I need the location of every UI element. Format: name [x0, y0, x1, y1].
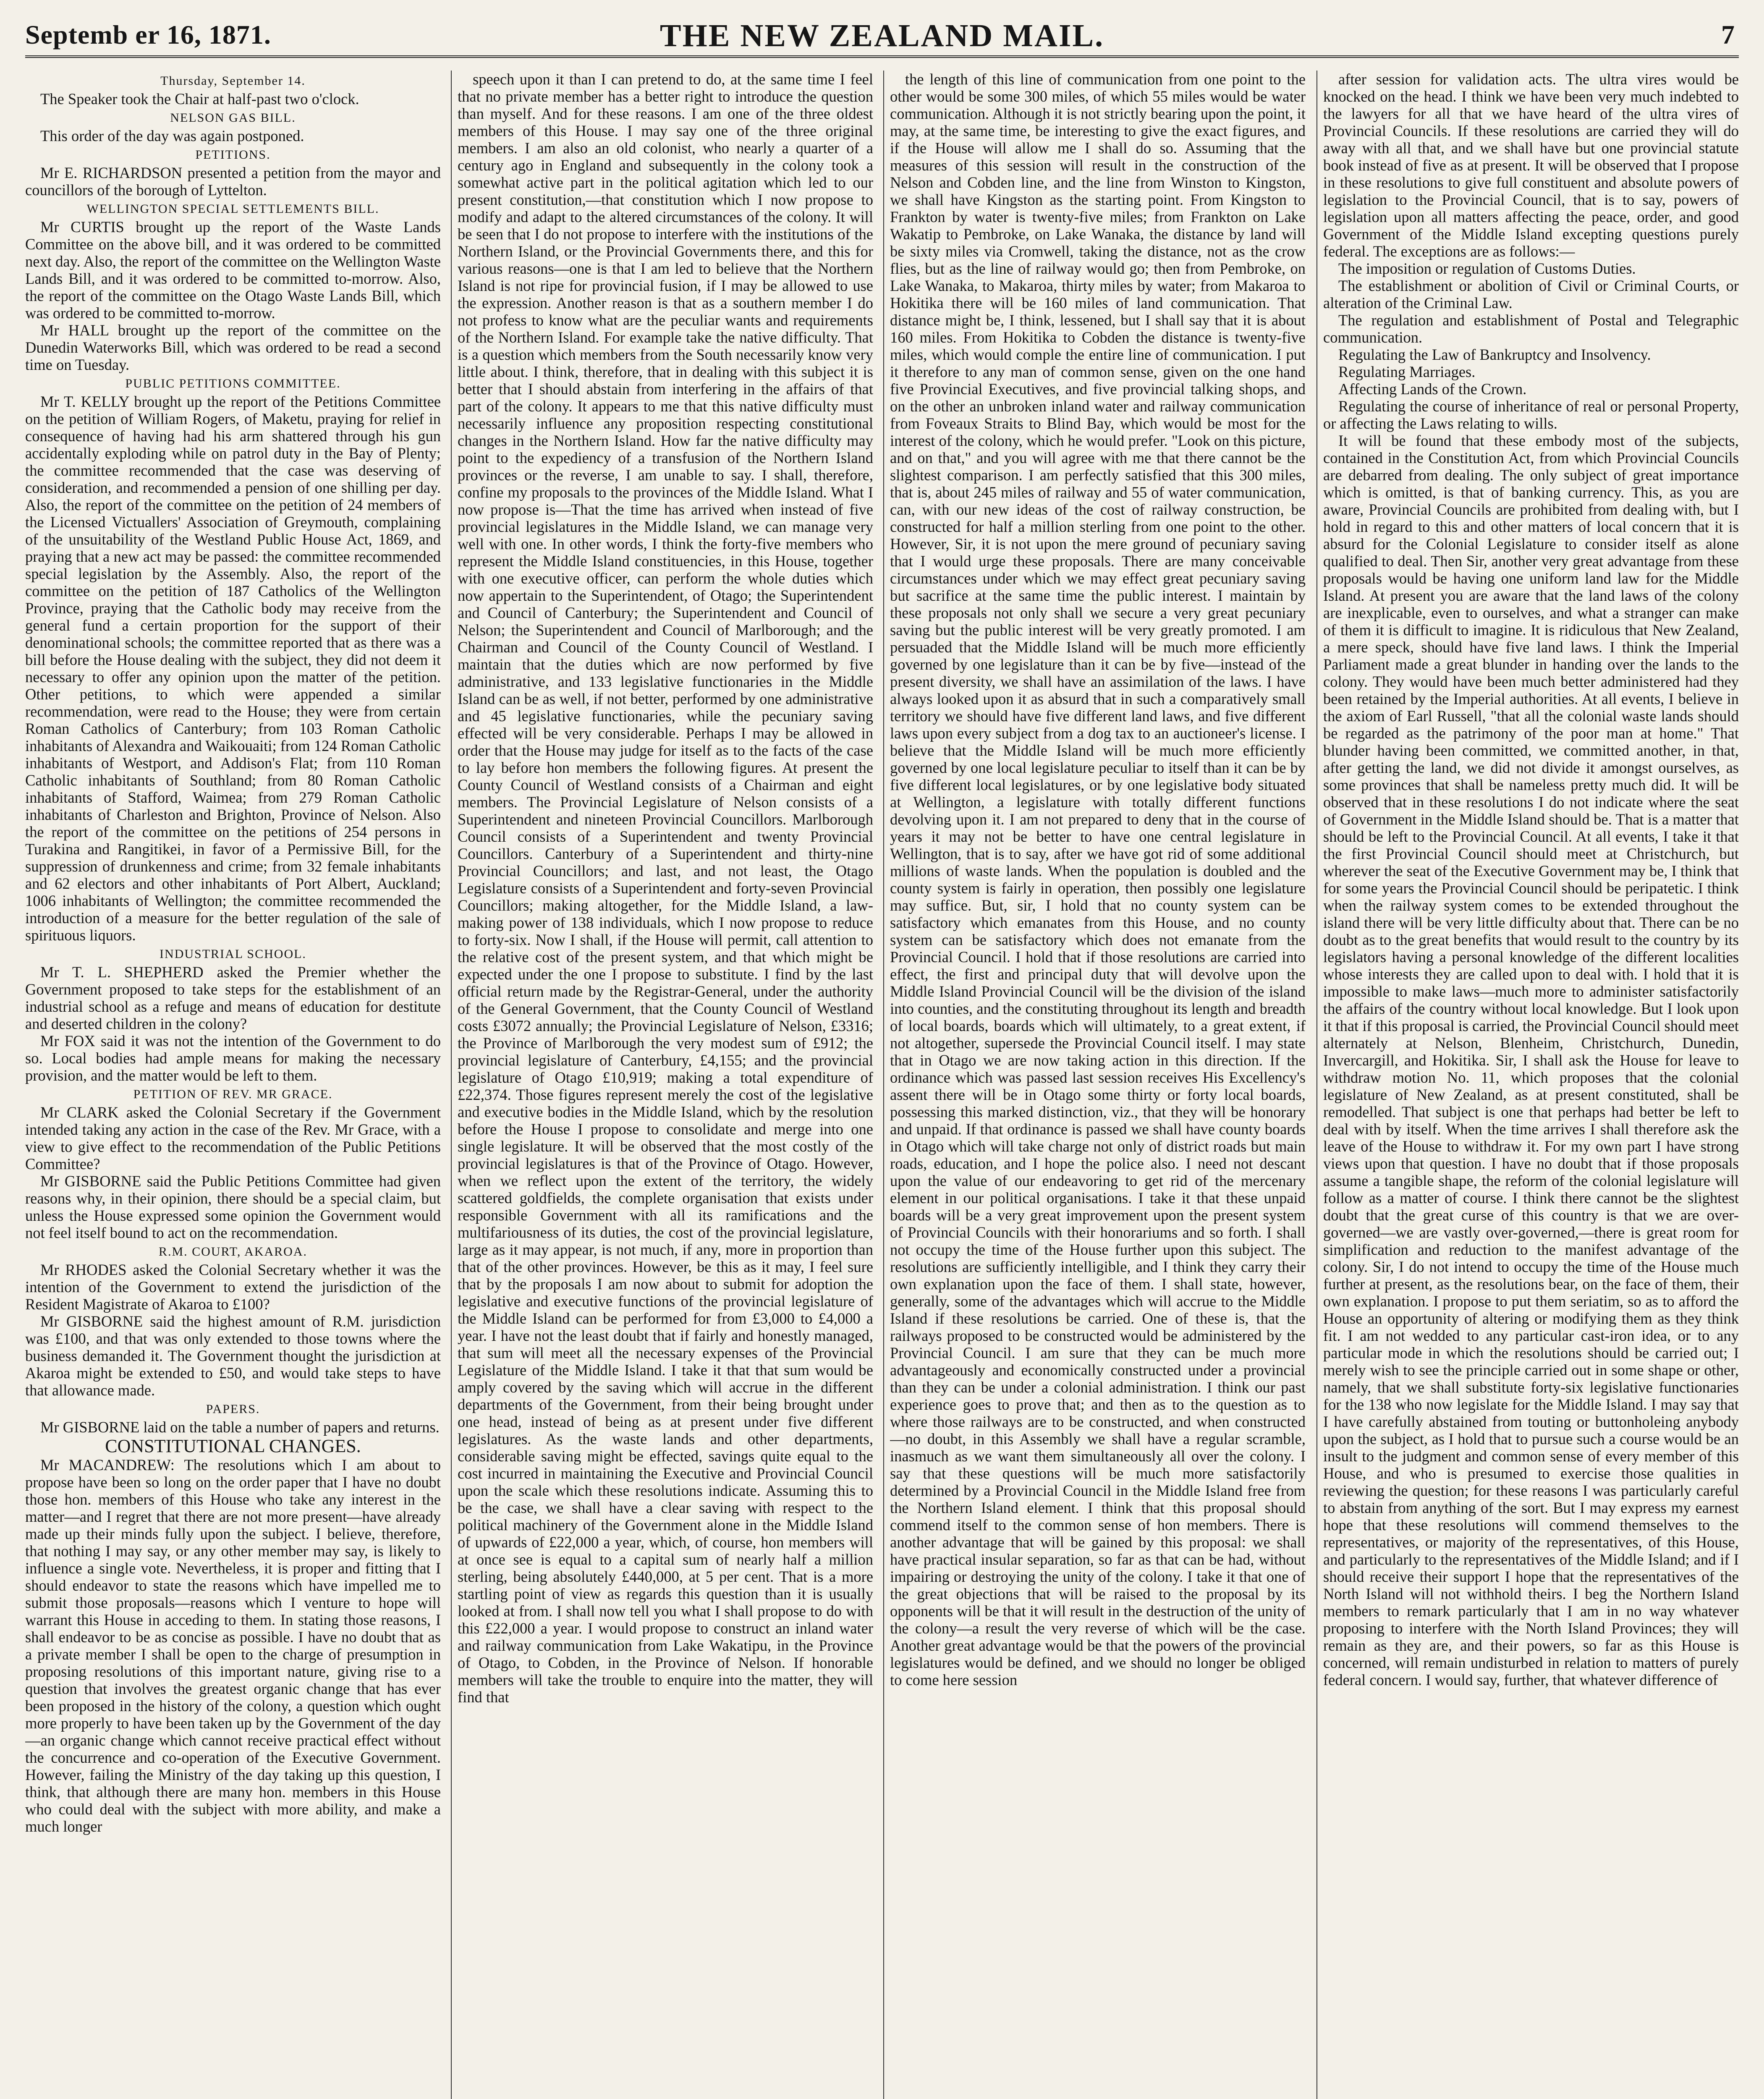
paragraph: the length of this line of communication from one point to the other would be some 300 miles, of which 55 miles would be water communication. Although it is not strictly bearing upon the point, it may, at the same time, be interesting to give the exact figures, and if the House will allow me I shall do so. Assuming that the measures of this session will result in the construction of the Nelson and Cobden line, and the line from Winston to Kingston, we shall have Kingston as the starting point. From Kingston to Frankton by water is twenty-five miles; from Frankton on Lake Wakatip to Pembroke, on Lake Wanaka, the distance by land will be sixty miles via Cromwell, taking the distance, not as the crow flies, but as the line of railway would go; then from Pembroke, on Lake Wanaka, to Makaroa, thirty miles by water; from Makaroa to Hokitika there will be 160 miles of land communication. That distance might be, I think, lessened, but I shall say that it is about 160 miles. From Hokitika to Cobden the distance is twenty-five miles, which would comple the entire line of communication. I put it therefore to any man of common sense, given on the one hand five Provincial Executives, and five provincial talking shops, and on the other an unbroken inland water and railway communication from Foveaux Straits to Blind Bay, which would be most for the interest of the colony, which he would prefer. "Look on this picture, and on that," and you will agree with me that there cannot be the slightest comparison. I am perfectly satisfied that this 300 miles, that is, about 245 miles of railway and 55 of water communication, can, with our new ideas of the cost of railway construction, be constructed for half a million sterling from one point to the other. However, Sir, it is not upon the mere ground of pecuniary saving that I would urge these proposals. There are many conceivable circumstances under which we may effect great pecuniary saving but sacrifice at the same time the public interest. I maintain by these proposals not only shall we secure a very great pecuniary saving but the public interest will be very greatly promoted. I am persuaded that the Middle Island will be much more efficiently governed by one legislature than it can be by five—instead of the present diversity, we shall have an assimilation of the laws. I have always looked upon it as absurd that in such a comparatively small territory we should have five different land laws, and five different laws upon every subject from a dog tax to an auctioneer's license. I believe that the Middle Island will be much more efficiently governed by one local legislature peculiar to itself than it can be by five different local legislatures, or by one legislative body situated at Wellington, a legislature with totally different functions devolving upon it. I am not prepared to deny that in the course of years it may not be better to have one central legislature in Wellington, that is to say, after we have got rid of some additional millions of waste lands. When the population is doubled and the county system is fairly in operation, then possibly one legislature may suffice. But, sir, I hold that no county system can be satisfactory which emanates from this House, and no county system can be satisfactory which does not emanate from the Provincial Council. I hold that if those resolutions are carried into effect, the first and principal duty that will devolve upon the Middle Island Provincial Council will be the division of the island into counties, and the constituting throughout its length and breadth of local boards, boards which will ultimately, to a great extent, if not altogether, supersede the Provincial Council itself. I may state that in Otago we are now taking action in this direction. If the ordinance which was passed last session receives His Excellency's assent there will be in Otago some thirty or forty local boards, possessing this marked distinction, viz., that they will be honorary and unpaid. If that ordinance is passed we shall have county boards in Otago which will take charge not only of district roads but main roads, education, and I hope the police also. I need not descant upon the value of our endeavoring to get rid of the mercenary element in our political organisations. I take it that these unpaid boards will be a very great improvement upon the present system of Provincial Councils with their honorariums and so forth. I shall not occupy the time of the House further upon this subject. The resolutions are sufficiently intelligible, and I think they carry their own explanation upon the face of them. I shall state, however, generally, some of the advantages which will accrue to the Middle Island if these resolutions be carried. One of these is, that the railways proposed to be constructed would be administered by the Provincial Council. I am sure that they can be much more advantageously and economically constructed under a provincial than they can be under a colonial administration. I think our past experience goes to prove that; and then as to the question as to where those railways are to be constructed, and when constructed—no doubt, in this Assembly we shall have a regular scramble, inasmuch as we want them simultaneously all over the colony. I say that these questions will be much more satisfactorily determined by a Provincial Council in the Middle Island free from the Northern Island element. I think that this proposal should commend itself to the common sense of hon members. There is another advantage that will be gained by this proposal: we shall have practical insular separation, so far as that can be had, without impairing or destroying the unity of the colony. I take it that one of the great objections that will be raised to the proposal by its opponents will be that it will result in the destruction of the unity of the colony—a result the very reverse of which will be the case. Another great advantage would be that the powers of the provincial legislatures would be defined, and we should no longer be obliged to come here session — [890, 71, 1306, 1688]
paragraph: after session for validation acts. The ultra vires would be knocked on the head. I think we have been very much indebted to the lawyers for all that we have heard of the ultra vires of Provincial Councils. If these resolutions are carried they will do away with all that, and we shall have but one provincial statute book instead of five as at present. It will be observed that I propose in these resolutions to give full constituent and absolute powers of legislation to the Provincial Council, that is to say, powers of legislation upon all matters affecting the peace, order, and good Government of the Middle Island excepting questions purely federal. The exceptions are as follows:— — [1323, 71, 1739, 260]
paragraph: The establishment or abolition of Civil or Criminal Courts, or alteration of the Criminal Law. — [1323, 277, 1739, 311]
paragraph: Regulating the course of inheritance of real or personal Property, or affecting the Laws relating to wills. — [1323, 398, 1739, 432]
section-heading: R.M. COURT, AKAROA. — [158, 1245, 307, 1259]
paragraph: The Speaker took the Chair at half-past two o'clock. — [40, 90, 359, 107]
paragraph: Mr GISBORNE said the Public Petitions Committee had given reasons why, in their opinion, there should be a special claim, but unless the House expressed some opinion the Government would not feel itself bound to act on the recommendation. — [25, 1173, 441, 1241]
paragraph: Mr RHODES asked the Colonial Secretary whether it was the intention of the Government to extend the jurisdiction of the Resident Magistrate of Akaroa to £100? — [25, 1261, 441, 1313]
column-3 — [890, 71, 1306, 2099]
paragraph: Affecting Lands of the Crown. — [1338, 380, 1527, 398]
paragraph: Regulating the Law of Bankruptcy and Insolvency. — [1338, 346, 1651, 363]
paragraph: The imposition or regulation of Customs Duties. — [1338, 260, 1636, 277]
paragraph: Mr FOX said it was not the intention of the Government to do so. Local bodies had ample means for making the necessary provision, and the matter would be left to them. — [25, 1032, 441, 1084]
section-heading: WELLINGTON SPECIAL SETTLEMENTS BILL. — [86, 202, 379, 216]
section-heading: INDUSTRIAL SCHOOL. — [160, 947, 306, 961]
column-divider — [451, 71, 452, 2099]
column-4 — [1323, 71, 1739, 2099]
paragraph: Mr GISBORNE laid on the table a number of papers and returns. — [40, 1419, 440, 1436]
paragraph: Regulating Marriages. — [1338, 363, 1476, 380]
paragraph: Mr E. RICHARDSON presented a petition from the mayor and councillors of the borough of Lyttelton. — [25, 164, 441, 199]
section-heading: PAPERS. — [206, 1402, 260, 1416]
paragraph: The regulation and establishment of Postal and Telegraphic communication. — [1323, 311, 1739, 346]
masthead — [25, 17, 1739, 58]
paragraph: Mr T. L. SHEPHERD asked the Premier whether the Government proposed to take steps for the establishment of an industrial school as a refuge and means of education for destitute and deserted children in the colony? — [25, 963, 441, 1032]
paragraph: Mr GISBORNE said the highest amount of R.M. jurisdiction was £100, and that was only extended to those towns where the business demanded it. The Government thought the jurisdiction at Akaroa might be extended to £50, and would take steps to have that allowance made. — [25, 1313, 441, 1399]
section-heading: Thursday, September 14. — [160, 74, 306, 88]
newspaper-page — [25, 17, 1739, 2099]
section-heading: NELSON GAS BILL. — [170, 111, 296, 125]
page-number: 7 — [1721, 20, 1735, 50]
article-columns — [25, 71, 1739, 2099]
section-heading: PETITIONS. — [195, 148, 271, 162]
paragraph: Mr MACANDREW: The resolutions which I am about to propose have been so long on the order paper that I have no doubt those hon. members of this House who take any interest in the matter—and I regret that there are not more present—have already made up their minds fully upon the subject. I believe, therefore, that nothing I may say, or any other member may say, is likely to influence a single vote. Nevertheless, it is proper and fitting that I should endeavor to state the reasons which have impelled me to submit those proposals—reasons which I venture to hope will warrant this House in acceding to them. In stating those reasons, I shall endeavor to be as concise as possible. I have no doubt that as a private member I shall be open to the charge of presumption in proposing resolutions of this important nature, giving rise to a question that involves the greatest organic change that has ever been proposed in the history of the colony, a question which ought more properly to have been taken up by the Government of the day—an organic change which cannot receive practical effect without the concurrence and co-operation of the Executive Government. However, failing the Ministry of the day taking up this question, I think, that although there are many hon. members in this House who could deal with the subject with more ability, and make a much longer — [25, 1456, 441, 1835]
paragraph: speech upon it than I can pretend to do, at the same time I feel that no private member has a better right to introduce the question than myself. And for these reasons. I am one of the three oldest members of this House. I may say one of the three original members. I am also an old colonist, who nearly a quarter of a century ago in England and subsequently in the colony took a somewhat active part in the political agitation which led to our present constitution,—that constitution which I now propose to modify and adapt to the altered circumstances of the colony. It will be seen that I do not propose to interfere with the institutions of the Northern Island, or the Provincial Governments there, and this for various reasons—one is that I am led to believe that the Northern Island is not ripe for provincial fusion, if I may be allowed to use the expression. Another reason is that as a southern member I do not profess to know what are the peculiar wants and requirements of the Northern Island. For example take the native difficulty. That is a question which members from the South necessarily know very little about. I think, therefore, that in dealing with this subject it is better that I should abstain from interfering in the affairs of that part of the colony. It appears to me that this native difficulty must necessarily influence any proposition respecting constitutional changes in the Northern Island. How far the native difficulty may point to the expediency of a transfusion of the Northern Island provinces or the reverse, I am unable to say. I shall, therefore, confine my proposals to the provinces of the Middle Island. What I now propose is—That the time has arrived when instead of five provincial legislatures in the Middle Island, we can manage very well with one. In other words, I think the forty-five members who represent the Middle Island constituencies, in this House, together with one executive officer, can perform the whole duties which now appertain to the Superintendent, of Otago; the Superintendent and Council of Canterbury; the Superintendent and Council of Nelson; the Superintendent and Council of Marlborough; and the Chairman and Council of the County Council of Westland. I maintain that the duties which are now performed by five administrative, and 133 legislative functionaries in the Middle Island can be as well, if not better, performed by one administrative and 45 legislative functionaries, while the pecuniary saving effected will be very considerable. Perhaps I may be allowed in order that the House may judge for itself as to the facts of the case to lay before hon members the following figures. At present the County Council of Westland consists of a Chairman and eight members. The Provincial Legislature of Nelson consists of a Superintendent and nineteen Provincial Councillors. Marlborough Council consists of a Superintendent and twenty Provincial Councillors. Canterbury of a Superintendent and thirty-nine Provincial Councillors; and last, and not least, the Otago Legislature consists of a Superintendent and forty-seven Provincial Councillors; making altogether, for the Middle Island, a law-making power of 138 individuals, which I now propose to reduce to forty-six. Now I shall, if the House will permit, call attention to the relative cost of the present system, and that which might be expected under the one I propose to substitute. I find by the last official return made by the Registrar-General, under the authority of the General Government, that the County Council of Westland costs £3072 annually; the Provincial Legislature of Nelson, £3316; the Province of Marlborough the very modest sum of £912; the provincial legislature of Canterbury, £4,155; and the provincial legislature of Otago £10,919; making a total expenditure of £22,374. Those figures represent merely the cost of the legislative and executive bodies in the Middle Island, which by the resolution before the House I propose to consolidate and merge into one single legislature. It will be observed that the most costly of the provincial legislatures is that of the Province of Otago. However, when we reflect upon the extent of the territory, the widely scattered goldfields, the complete organisation that exists under responsible Government with all its ramifications and the multifariousness of its duties, the cost of the provincial legislature, large as it may appear, is not much, if any, more in proportion than that of the other provinces. However, be this as it may, I feel sure that by the proposals I am now about to submit for adoption the legislative and executive functions of the provincial legislature of the Middle Island can be performed for from £3,000 to £4,000 a year. I have not the least doubt that if fairly and honestly managed, that sum will meet all the necessary expenses of the Provincial Legislature of the Middle Island. I take it that that sum would be amply covered by the saving which will accrue in the different departments of the Government, from their being brought under one head, instead of being as at present under five different legislatures. As the waste lands and other departments, considerable saving might be effected, savings quite equal to the cost incurred in maintaining the Executive and Provincial Council upon the scale which these resolutions indicate. Assuming this to be the case, we shall have a clear saving with respect to the political machinery of the Government alone in the Middle Island of upwards of £22,000 a year, which, of course, hon members will at once see is equal to a capital sum of nearly half a million sterling, being absolutely £440,000, at 5 per cent. That is a more startling point of view as regards this question than it is usually looked at from. I shall now tell you what I shall propose to do with this £22,000 a year. I would propose to construct an inland water and railway communication from Lake Wakatipu, in the Province of Otago, to Cobden, in the Province of Nelson. If honorable members will take the trouble to enquire into the matter, they will find that — [458, 71, 873, 1706]
newspaper-title: THE NEW ZEALAND MAIL. — [660, 18, 1104, 53]
paragraph: Mr CLARK asked the Colonial Secretary if the Government intended taking any action in the case of the Rev. Mr Grace, with a view to give effect to the recommendation of the Public Petitions Committee? — [25, 1104, 441, 1173]
column-1 — [25, 71, 441, 2099]
paragraph: Mr HALL brought up the report of the committee on the Dunedin Waterworks Bill, which was ordered to be read a second time on Tuesday. — [25, 322, 441, 373]
column-2 — [458, 71, 873, 2099]
paragraph: This order of the day was again postponed. — [40, 127, 304, 144]
column-divider — [883, 71, 884, 2099]
column-divider — [1316, 71, 1317, 2099]
section-heading: CONSTITUTIONAL CHANGES. — [105, 1436, 361, 1456]
section-heading: PETITION OF REV. MR GRACE. — [133, 1087, 333, 1101]
issue-date: Septemb er 16, 1871. — [25, 20, 271, 50]
paragraph: It will be found that these embody most of the subjects, contained in the Constitution Act, from which Provincial Councils are debarred from dealing. The only subject of great importance which is omitted, is that of banking currency. This, as you are aware, Provincial Councils are prohibited from dealing with, but I hold in regard to this and other matters of local concern that it is absurd for the Colonial Legislature to consider itself as alone qualified to deal. Then Sir, another very great advantage from these proposals would be having one uniform land law for the Middle Island. At present you are aware that the land laws of the colony are inexplicable, even to ourselves, and what a stranger can make of them it is difficult to imagine. It is ridiculous that New Zealand, a mere speck, should have five land laws. I think the Imperial Parliament made a great blunder in handing over the lands to the colony. They would have been much better administered had they been retained by the Imperial authorities. At all events, I believe in the axiom of Earl Russell, "that all the colonial waste lands should be regarded as the patrimony of the poor man at home." That blunder having been committed, we committed another, in that, after getting the land, we did not divide it amongst ourselves, as some provinces that shall be nameless pretty much did. It will be observed that in these resolutions I do not indicate where the seat of Government in the Middle Island should be. That is a matter that should be left to the Provincial Council. At all events, I take it that the first Provincial Council should meet at Christchurch, but wherever the seat of the Executive Government may be, I think that for some years the Provincial Council should be peripatetic. I think when the railway system comes to be extended throughout the island there will be very little difficulty about that. There can be no doubt as to the great benefits that would result to the country by its legislators having a personal knowledge of the different localities whose interests they are called upon to deal with. I hold that it is impossible to make laws—much more to administer satisfactorily the affairs of the country without local knowledge. But I look upon it that if this proposal is carried, the Provincial Council should meet alternately at Nelson, Blenheim, Christchurch, Dunedin, Invercargill, and Hokitika. Sir, I shall ask the House for leave to withdraw motion No. 11, which proposes that the colonial legislature of New Zealand, as at present constituted, shall be remodelled. That subject is one that perhaps had better be left to deal with by itself. When the time arrives I shall therefore ask the leave of the House to withdraw it. For my own part I have strong views upon that question. I have no doubt that if those proposals assume a tangible shape, the reform of the colonial legislature will follow as a matter of course. I think there cannot be the slightest doubt that the great curse of this country is that we are over-governed—we are vastly over-governed,—there is great room for simplification and reduction to the manifest advantage of the colony. Sir, I do not intend to occupy the time of the House much further at present, as the resolutions bear, on the face of them, their own explanation. I propose to put them seriatim, so as to afford the House an opportunity of altering or modifying them as they think fit. I am not wedded to any particular cast-iron idea, or to any particular mode in which the resolutions should be carried out; I merely wish to see the principle carried out in some shape or other, namely, that we shall substitute forty-six legislative functionaries for the 138 who now legislate for the Middle Island. I may say that I have carefully abstained from touting or buttonholeing anybody upon the subject, as I hold that to pursue such a course would be an insult to the judgment and common sense of every member of this House, and who is presumed to exercise those qualities in reviewing the question; for these reasons I was particularly careful to abstain from anything of the sort. But I may express my earnest hope that these resolutions will commend themselves to the representatives, or majority of the representatives, of this House, and particularly to the representatives of the Middle Island; and if I should receive their support I hope that the representatives of the North Island will not withhold theirs. I beg the Northern Island members to remark particularly that I am in no way whatever proposing to interfere with the North Island Provinces; they will remain as they are, and their powers, so far as this House is concerned, will remain undisturbed in relation to matters of purely federal concern. I would say, further, that whatever difference of — [1323, 432, 1739, 1688]
paragraph: Mr CURTIS brought up the report of the Waste Lands Committee on the above bill, and it was ordered to be committed next day. Also, the report of the committee on the Wellington Waste Lands Bill, and it was ordered to be committed to-morrow. Also, the report of the committee on the Otago Waste Lands Bill, which was ordered to be committed to-morrow. — [25, 218, 441, 322]
paragraph: Mr T. KELLY brought up the report of the Petitions Committee on the petition of William Rogers, of Maketu, praying for relief in consequence of having had his arm shattered through his gun accidentally exploding while on patrol duty in the Bay of Plenty; the committee recommended that the case was deserving of consideration, and recommended a pension of one shilling per day. Also, the report of the committee on the petition of 24 members of the Licensed Victuallers' Association of Greymouth, complaining of the unsuitability of the Westland Public House Act, 1869, and praying that a new act may be passed: the committee recommended special legislation by the Assembly. Also, the report of the committee on the petition of 187 Catholics of the Wellington Province, praying that the Catholic body may receive from the general fund a certain proportion for the support of their denominational schools; the committee reported that as there was a bill before the House dealing with the subject, they did not deem it necessary to offer any opinion upon the matter of the petition. Other petitions, to which were appended a similar recommendation, were read to the House; they were from certain Roman Catholics of Canterbury; from 103 Roman Catholic inhabitants of Alexandra and Waikouaiti; from 124 Roman Catholic inhabitants of Westport, and Addison's Flat; from 110 Roman Catholic inhabitants of Southland; from 80 Roman Catholic inhabitants of Stafford, Waimea; from 279 Roman Catholic inhabitants of Charleston and Brighton, Province of Nelson. Also the report of the committee on the petitions of 254 persons in Turakina and Rangitikei, in favor of a Permissive Bill, for the suppression of drunkenness and crime; from 32 female inhabitants and 62 electors and other inhabitants of Port Albert, Auckland; 1006 inhabitants of Wellington; the committee recommended the introduction of a measure for the better regulation of the sale of spirituous liquors. — [25, 393, 441, 944]
section-heading: PUBLIC PETITIONS COMMITTEE. — [125, 377, 341, 390]
